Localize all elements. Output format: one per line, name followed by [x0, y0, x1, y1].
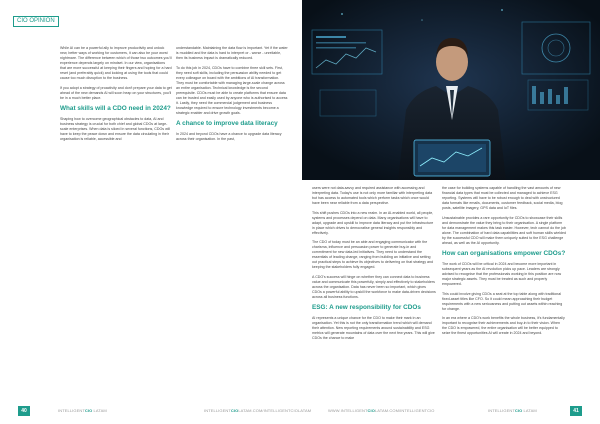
article-column-3 — [312, 186, 436, 346]
article-column-4 — [442, 186, 566, 341]
section-heading: How can organisations empower CDOs? — [442, 250, 566, 257]
photo-illustration — [302, 0, 600, 180]
paragraph: the case for building systems capable of handling the vast amounts of new financial data types that must be collected and managed to achieve ESG reporting. Systems will have to be robust enough to deal with unstructured data formats like emails, documents, customer feedback, social media, blog posts, satellite imagery, GPS data and IoT files. — [442, 186, 563, 210]
website-link-right[interactable]: WWW.INTELLIGENTCIOLATAM.COM/INTELLIGENTCIO — [328, 408, 435, 413]
paragraph: In 2024 and beyond CDOs have a chance to upgrade data literacy across their organisation. In the past, — [176, 132, 282, 141]
paragraph: To do this job in 2024, CDOs have to combine three skill sets. First, they need soft skills, including the persuasion ability needed to get every colleague on board with the ambitions of AI transformation. They must be comfortable with managing large-scale change across an entire organisation. Technical knowledge is the second prerequisite. CDOs must be able to create platforms that ensure data can be trusted and easily used by anyone who is authorised to access it. Lastly, they need the commercial judgement and business knowledge required to ensure technology investments become a strategic enabler and drive growth goals. — [176, 65, 288, 115]
section-tag-left: CIO OPINION — [13, 16, 59, 27]
publication-name-left: INTELLIGENTCIO LATAM — [58, 408, 107, 413]
paragraph: users were not data-savvy and required assistance with accessing and interpreting data. Today's use is not only more familiar with interpreting data but has access to automated tools which perform tasks which once would have been near reliable from a data perspective. — [312, 186, 433, 205]
website-link-left[interactable]: INTELLIGENTCIOLATAM.COM/INTELLIGENTCIOLATAM — [204, 408, 312, 413]
section-heading: What skills will a CDO need in 2024? — [60, 105, 171, 112]
paragraph: A CDO's success will hinge on whether they can connect data to business value and communicate this powerfully, simply and effectively to stakeholders across the organisation. Data has never been so important, which gives CDOs a powerful ability to upskill the workforce to make data-driven decisions across all business functions. — [312, 274, 436, 299]
paragraph: While AI can be a powerful ally to improve productivity and unlock new, better ways of working for customers, it can also be your worst nightmare. The difference between which of those two outcomes you'll experience depends largely on mindset. In our view, organisations that are more successful at keeping their fingers and hoping for a hard reset (and preferably quick) and looking at using the tools that could cause too much disruption to the business. — [60, 46, 172, 80]
publication-name-right: INTELLIGENTCIO LATAM — [488, 408, 537, 413]
section-heading: ESG: A new responsibility for CDOs — [312, 304, 421, 311]
hero-photo-business-person — [302, 0, 600, 180]
paragraph: AI represents a unique chance for the CDO to make their mark in an organisation. Yet this is not the only transformation trend which will demand their attention. New reporting requirements around sustainability and ESG metrics will generate mountains of data over the next few years. This will give CDOs the chance to make — [312, 316, 435, 340]
paragraph: The CDO of today must be an able and engaging communicator with the charisma, influence and persuasion power to generate buy-in and commitment for new data-led initiatives. They need to understand the essentials of leading change, ranging from building an initiative and setting out practical steps to achieve its objectives to delivering on that strategy and keeping the stakeholders fully engaged. — [312, 240, 434, 269]
paragraph: The work of CDOs will be critical in 2024 and become more important in subsequent years as the AI revolution picks up pace. Leaders are strongly advised to recognise that the professionals working in this position are now major strategic assets. They must be treated as such and properly empowered. — [442, 262, 562, 286]
paragraph: In an era where a CDO's work benefits the whole business, it's fundamentally important to recognise their achievements and buy-in to their vision. When the CDO is empowered, the entire organisation will be better equipped to seize the finest opportunities AI will create in 2024 and beyond. — [442, 316, 565, 335]
section-heading: A chance to improve data literacy — [176, 120, 278, 127]
article-column-2 — [176, 46, 288, 147]
paragraph: This shift pushes CDOs into a new realm. In an AI-enabled world, all people, systems and processes depend on data. Many organisations will have to adapt, upgrade and upskill to improve data literacy and put the infrastructure in place which drives to democratise general insights responsibly and effectively. — [312, 210, 434, 235]
page-number-right: 41 — [570, 406, 582, 416]
paragraph: If you adopt a strategy of proactivity and don't prepare your data to get ahead of the new demands AI will soon heap on your structures, you'll be in a much better place. — [60, 85, 172, 100]
paragraph: understandable. Maintaining the data flow is important. Yet if the water is muddied and the data is hard to interpret or - worse - unreliable, then its business impact is dramatically reduced. — [176, 46, 288, 60]
page-number-left: 40 — [18, 406, 30, 416]
paragraph: This could involve giving CDOs a seat at the top table along with traditional fixed-asset titles like CFO. So it could mean approaching their budget requirements with a new seriousness and putting out assets within reaching for change. — [442, 291, 563, 311]
page-footer — [0, 404, 600, 418]
paragraph: Unsustainable provides a rare opportunity for CDOs to showcase their skills and demonstrate the value they bring to their organisation. A single platform for data management makes this task easier. However, tech cannot do the job alone. The combination of hard data capabilities and soft human skills wielded by the successful CDO will make them uniquely suited to the ESG challenge ahead, as well as the AI opportunity. — [442, 215, 566, 245]
article-column-1 — [60, 46, 172, 147]
paragraph: Shaping how to overcome geographical obstacles to data, AI and business strategy is crucial for both chief and global CDOs at large-scale enterprises. When data is siloed in several functions, CDOs will have to keep the peace down and ensure the data circulating in their organisation is reliable, accessible and — [60, 117, 171, 141]
